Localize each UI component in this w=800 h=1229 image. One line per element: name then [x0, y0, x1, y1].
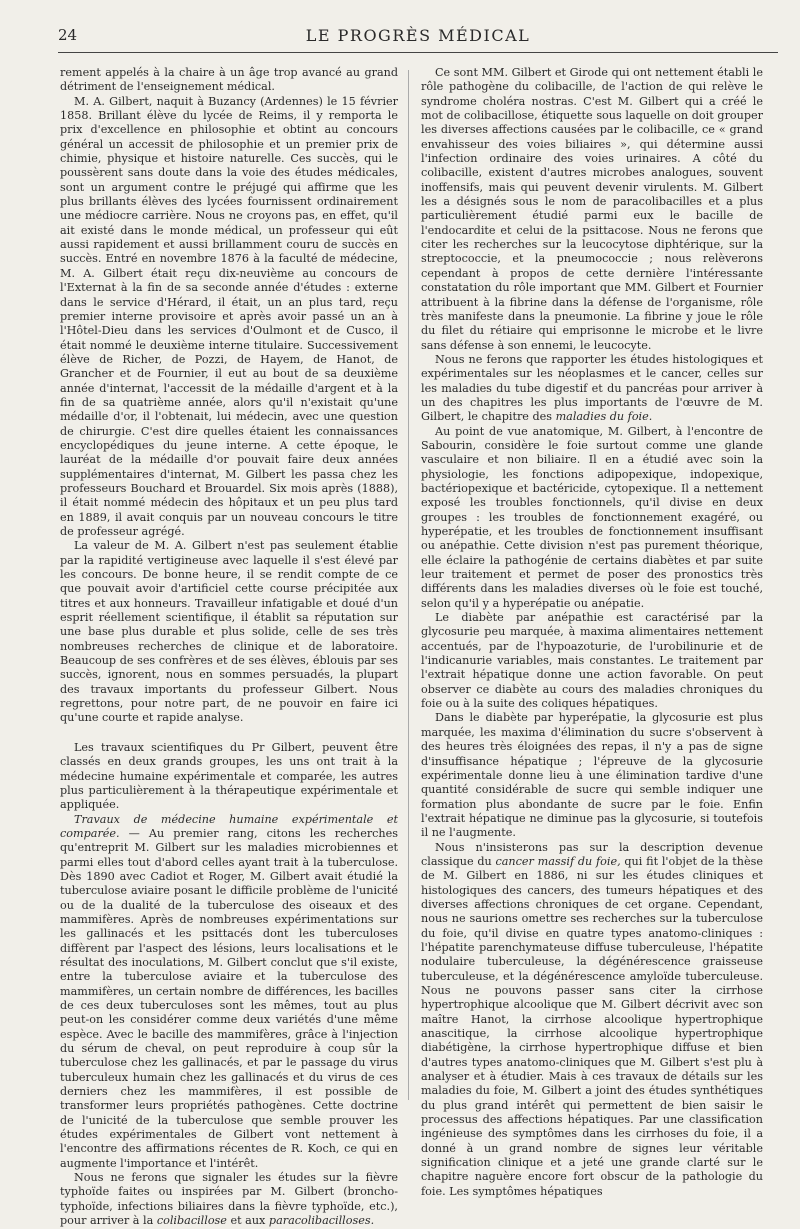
paragraph-text: — Au premier rang, citons les recherches qu'entreprit M. Gilbert sur les maladies microbiennes et parmi elles tout d'abord celles ayant trait à la tuberculose. Dès 1890 avec Cadiot et Roger, M. Gilbert avait étudié la tuberculose aviaire posant le difficile problème de l'unicité ou de la dualité de la tuberculose des oiseaux et des mammifères. Après de nombreuses expérimentations sur les gallinacés et les psittacés dont les tuberculoses diffèrent par l'aspect des lésions, leurs localisations et le résultat des inoculations, M. Gilbert conclut que s'il existe, entre la tuberculose aviaire et la tuberculose des mammifères, un certain nombre de différences, les bacilles de ces deux tuberculoses sont les mêmes, tout au plus peut-on les considérer comme deux variétés d'une même espèce. Avec le bacille des mammifères, grâce à l'injection du sérum de cheval, on peut reproduire à coup sûr la tuberculose chez les gallinacés, et par le passage du virus tuberculeux humain chez les gallinacés et du virus de ces derniers chez les mammifères, il est possible de transformer leurs propriétés pathogènes. Cette doctrine de l'unicité de la tuberculose que semble prouver les études expérimentales de Gilbert vont nettement à l'encontre des affirmations récentes de R. Koch, ce qui en augmente l'importance et l'intérêt.	[60, 826, 398, 1170]
paragraph-text: Nous ne ferons que rapporter les études histologiques et expérimentales sur les néoplasmes et le cancer, celles sur les maladies du tube digestif et du pancréas pour arriver à un des chapitres les plus importants de l'œuvre de M. Gilbert, le chapitre des	[421, 352, 763, 424]
paragraph	[60, 813, 398, 1172]
paragraph: Les travaux scientifiques du Pr Gilbert, peuvent être classés en deux grands groupes, les uns ont trait à la médecine humaine expérimentale et comparée, les autres plus particulièrement à la thérapeutique expérimentale et appliquée.	[60, 740, 398, 812]
paragraph: Au point de vue anatomique, M. Gilbert, à l'encontre de Sabourin, considère le foie surtout comme une glande vasculaire et non biliaire. Il en a étudié avec soin la physiologie, les fonctions adipopexique, indopexique, bactériopexique et bactéricide, cytopexique. Il a nettement exposé les troubles fonctionnels, qu'il divise en deux groupes : les troubles de fonctionnement exagéré, ou hyperépatie, et les troubles de fonctionnement insuffisant ou anépathie. Cette division n'est pas purement théorique, elle éclaire la pathogénie de certains diabètes et par suite leur traitement et permet de poser des pronostics très différents dans les maladies diverses où le foie est touché, selon qu'il y a hyperépatie ou anépatie.	[421, 424, 763, 610]
italic-term: maladies du foie.	[555, 410, 653, 424]
paragraph	[60, 1171, 398, 1228]
paragraph-text: et aux	[226, 1214, 269, 1228]
left-column	[60, 66, 398, 1229]
running-title: LE PROGRÈS MÉDICAL	[305, 26, 531, 45]
paragraph-text: Nous ne ferons que signaler les études sur la fièvre typhoïde faites ou inspirées par M. Gilbert (broncho-typhoïde, infections biliaires dans la fièvre typhoïde, etc.), pour arriver à la	[60, 1171, 398, 1228]
section-heading: Travaux de médecine humaine expérimentale et comparée.	[60, 812, 398, 840]
paragraph: La valeur de M. A. Gilbert n'est pas seulement établie par la rapidité vertigineuse avec laquelle il s'est élevé par les concours. De bonne heure, il se rendit compte de ce que pouvait avoir d'artificiel cette course précipitée aux titres et aux honneurs. Travailleur infatigable et doué d'un esprit réellement scientifique, il établit sa réputation sur une base plus durable et plus solide, celle de ses très nombreuses recherches de clinique et de laboratoire. Beaucoup de ses confrères et de ses élèves, éblouis par ses succès, ignorent, nous en sommes persuadés, la plupart des travaux importants du professeur Gilbert. Nous regrettons, pour notre part, de ne pouvoir en faire ici qu'une courte et rapide analyse.	[60, 539, 398, 725]
italic-term: colibacillose	[156, 1214, 227, 1228]
paragraph: Ce sont MM. Gilbert et Girode qui ont nettement établi le rôle pathogène du colibacille, de l'action de qui relève le syndrome choléra nostras. C'est M. Gilbert qui a créé le mot de colibacillose, étiquette sous laquelle on doit grouper les diverses affections causées par le colibacille, ce « grand envahisseur des voies biliaires », qui détermine aussi l'infection ordinaire des voies urinaires. A côté du colibacille, existent d'autres microbes analogues, souvent inoffensifs, mais qui peuvent devenir virulents. M. Gilbert les a désignés sous le nom de paracolibacilles et a plus particulièrement étudié parmi eux le bacille de l'endocardite et celui de la psittacose. Nous ne ferons que citer les recherches sur la leucocytose diphtérique, sur la streptococcie, et la pneumococcie ; nous relèverons cependant à propos de cette dernière l'intéressante constatation du rôle important que MM. Gilbert et Fournier attribuent à la fibrine dans la défense de l'organisme, rôle très manifeste dans la pneumonie. La fibrine y joue le rôle du filet du rétiaire qui emprisonne le microbe et le livre sans défense à son ennemi, le leucocyte.	[421, 66, 763, 352]
page-number: 24	[58, 26, 78, 44]
page-header	[58, 26, 778, 53]
paragraph-text: qui fit l'objet de la thèse de M. Gilbert en 1886, ni sur les études cliniques et histologiques des cancers, des tumeurs hépatiques et des diverses affections chroniques de cet organe. Cependant, nous ne saurions omettre ses recherches sur la tuberculose du foie, qu'il divise en quatre types anatomo-cliniques : l'hépatite parenchymateuse diffuse tuberculeuse, l'hépatite nodulaire tuberculeuse, la dégénérescence graisseuse tuberculeuse, et la dégénérescence amyloïde tuberculeuse. Nous ne pouvons passer sans citer la cirrhose hypertrophique alcoolique que M. Gilbert décrivit avec son maître Hanot, la cirrhose alcoolique hypertrophique anascitique, la cirrhose alcoolique hypertrophique diabétigène, la cirrhose hypertrophique diffuse et bien d'autres types anatomo-cliniques que M. Gilbert s'est plu à analyser et à étudier. Mais à ces travaux de détails sur les maladies du foie, M. Gilbert a joint des études synthétiques du plus grand intérêt qui permettent de bien saisir le processus des affections hépatiques. Par une classification ingénieuse des symptômes dans les cirrhoses du foie, il a donné à un grand nombre de signes leur véritable signification clinique et a jeté une grande clarté sur le chapitre naguère encore fort obscur de la pathologie du foie. Les symptômes hépatiques	[421, 854, 763, 1198]
paragraph: rement appelés à la chaire à un âge trop avancé au grand détriment de l'enseignement médical.	[60, 66, 398, 94]
right-column	[421, 66, 763, 1199]
italic-term: paracolibacilloses.	[268, 1214, 375, 1228]
paragraph: M. A. Gilbert, naquit à Buzancy (Ardennes) le 15 février 1858. Brillant élève du lycée de Reims, il y remporta le prix d'excellence en philosophie et obtint au concours général un accessit de philosophie et un premier prix de chimie, physique et histoire naturelle. Ces succès, qui le poussèrent sans doute dans la voie des études médicales, sont un argument contre le préjugé qui affirme que les plus brillants élèves des lycées fournissent ordinairement une médiocre carrière. Nous ne croyons pas, en effet, qu'il ait existé dans le monde médical, un professeur qui eût aussi rapidement et aussi brillamment couru de succès en succès. Entré en novembre 1876 à la faculté de médecine, M. A. Gilbert était reçu dix-neuvième au concours de l'Externat à la fin de sa seconde année d'études : externe dans le service d'Hérard, il était, un an plus tard, reçu premier interne provisoire et après avoir passé un an à l'Hôtel-Dieu dans les services d'Oulmont et de Cusco, il était nommé le deuxième interne titulaire. Successivement élève de Richer, de Pozzi, de Hayem, de Hanot, de Grancher et de Fournier, il eut au bout de sa deuxième année d'internat, l'accessit de la médaille d'argent et à la fin de sa quatrième année, alors qu'il n'existait qu'une médaille d'or, il l'obtenait, lui médecin, avec une question de chirurgie. C'est dire quelles étaient les connaissances encyclopédiques du jeune interne. A cette époque, le lauréat de la médaille d'or pouvait faire deux années supplémentaires d'internat, M. Gilbert les passa chez les professeurs Bouchard et Brouardel. Six mois après (1888), il était nommé médecin des hôpitaux et un peu plus tard en 1889, il avait conquis par un nouveau concours le titre de professeur agrégé.	[60, 94, 398, 538]
paragraph: Dans le diabète par hyperépatie, la glycosurie est plus marquée, les maxima d'élimination du sucre s'observent à des heures très éloignées des repas, il n'y a pas de signe d'insuffisance hépatique ; l'épreuve de la glycosurie expérimentale donne lieu à une élimination tardive d'une quantité considérable de sucre qui semble indiquer une formation plus abondante de sucre par le foie. Enfin l'extrait hépatique ne diminue pas la glycosurie, si toutefois il ne l'augmente.	[421, 711, 763, 840]
paragraph	[421, 841, 763, 1200]
paragraph-text: Nous n'insisterons pas sur la description devenue classique du	[421, 840, 763, 868]
italic-term: cancer massif du foie,	[495, 854, 621, 868]
column-divider	[408, 70, 409, 1100]
paragraph	[421, 353, 763, 425]
paragraph: Le diabète par anépathie est caractérisé par la glycosurie peu marquée, à maxima alimentaires nettement accentués, par de l'hypoazoturie, de l'urobilinurie et de l'indicanurie variables, mais constantes. Le traitement par l'extrait hépatique donne une action favorable. On peut observer ce diabète au cours des maladies chroniques du foie ou à la suite des coliques hépatiques.	[421, 611, 763, 711]
